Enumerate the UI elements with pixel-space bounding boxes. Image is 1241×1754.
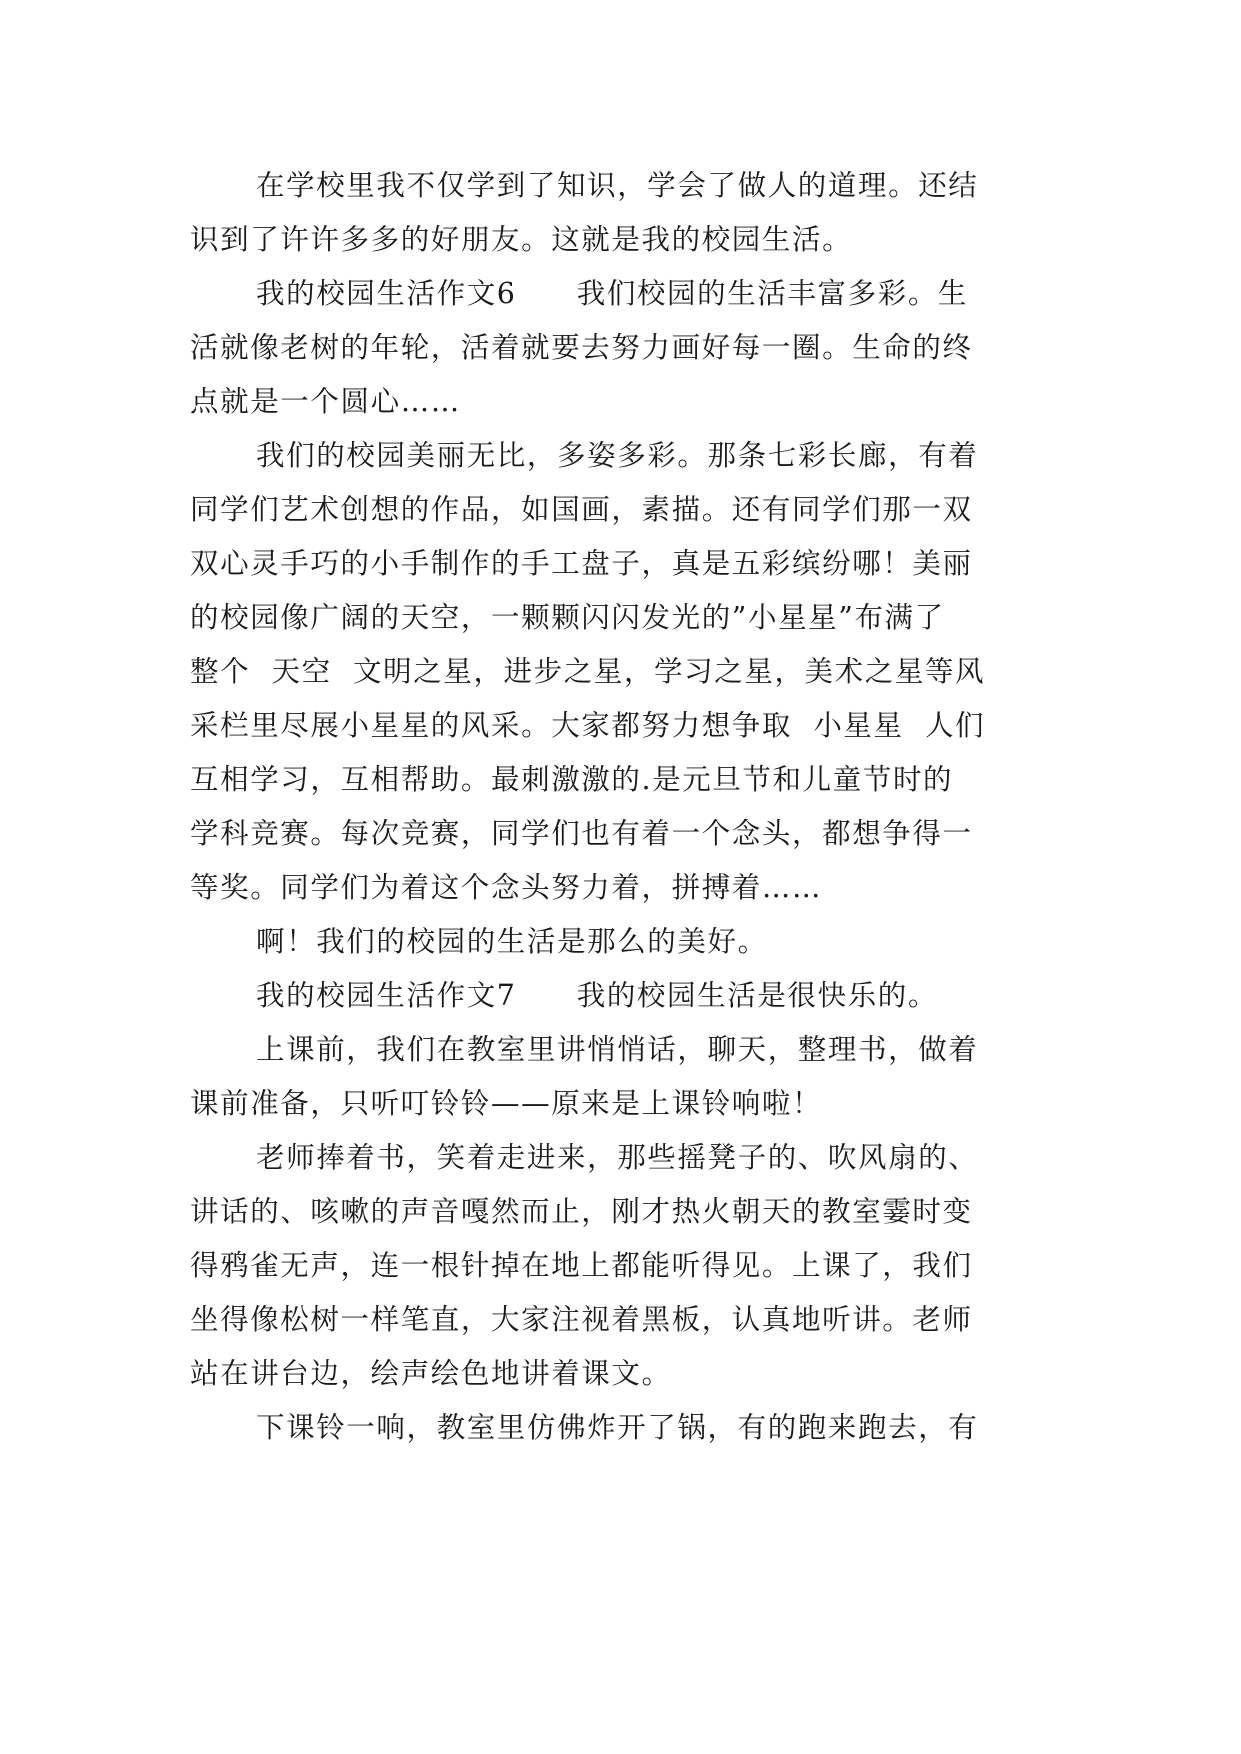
text-line-4: 活就像老树的年轮，活着就要去努力画好每一圈。生命的终 <box>190 331 973 364</box>
text-line-12: 互相学习，互相帮助。最刺激激的.是元旦节和儿童节时的 <box>190 763 954 796</box>
text-line-24: 下课铃一响，教室里仿佛炸开了锅，有的跑来跑去，有 <box>256 1411 979 1444</box>
text-line-1: 在学校里我不仅学到了知识，学会了做人的道理。还结 <box>256 169 979 202</box>
text-line-21: 得鸦雀无声，连一根针掉在地上都能听得见。上课了，我们 <box>190 1249 973 1282</box>
text-line-3: 我的校园生活作文6 我们校园的生活丰富多彩。生 <box>256 277 969 310</box>
text-line-15: 啊！我们的校园的生活是那么的美好。 <box>256 925 768 958</box>
text-line-8: 双心灵手巧的小手制作的手工盘子，真是五彩缤纷哪！美丽 <box>190 547 973 580</box>
text-line-5: 点就是一个圆心…… <box>190 385 461 418</box>
text-line-7: 同学们艺术创想的作品，如国画，素描。还有同学们那一双 <box>190 493 973 526</box>
text-line-14: 等奖。同学们为着这个念头努力着，拼搏着…… <box>190 871 823 904</box>
text-line-10: 整个 天空 文明之星，进步之星，学习之星，美术之星等风 <box>190 655 986 688</box>
text-line-17: 上课前，我们在教室里讲悄悄话，聊天，整理书，做着 <box>256 1033 979 1066</box>
text-line-22: 坐得像松树一样笔直，大家注视着黑板，认真地听讲。老师 <box>190 1303 973 1336</box>
text-line-6: 我们的校园美丽无比，多姿多彩。那条七彩长廊，有着 <box>256 439 979 472</box>
text-line-11: 采栏里尽展小星星的风采。大家都努力想争取 小星星 人们 <box>190 709 986 742</box>
text-line-16: 我的校园生活作文7 我的校园生活是很快乐的。 <box>256 979 938 1012</box>
text-line-18: 课前准备，只听叮铃铃——原来是上课铃响啦！ <box>190 1087 823 1120</box>
text-line-20: 讲话的、咳嗽的声音嘎然而止，刚才热火朝天的教室霎时变 <box>190 1195 973 1228</box>
text-line-19: 老师捧着书，笑着走进来，那些摇凳子的、吹风扇的、 <box>256 1141 979 1174</box>
text-line-9: 的校园像广阔的天空，一颗颗闪闪发光的”小星星”布满了 <box>190 601 945 634</box>
text-line-13: 学科竞赛。每次竞赛，同学们也有着一个念头，都想争得一 <box>190 817 973 850</box>
text-line-2: 识到了许许多多的好朋友。这就是我的校园生活。 <box>190 223 853 256</box>
text-line-23: 站在讲台边，绘声绘色地讲着课文。 <box>190 1357 672 1390</box>
